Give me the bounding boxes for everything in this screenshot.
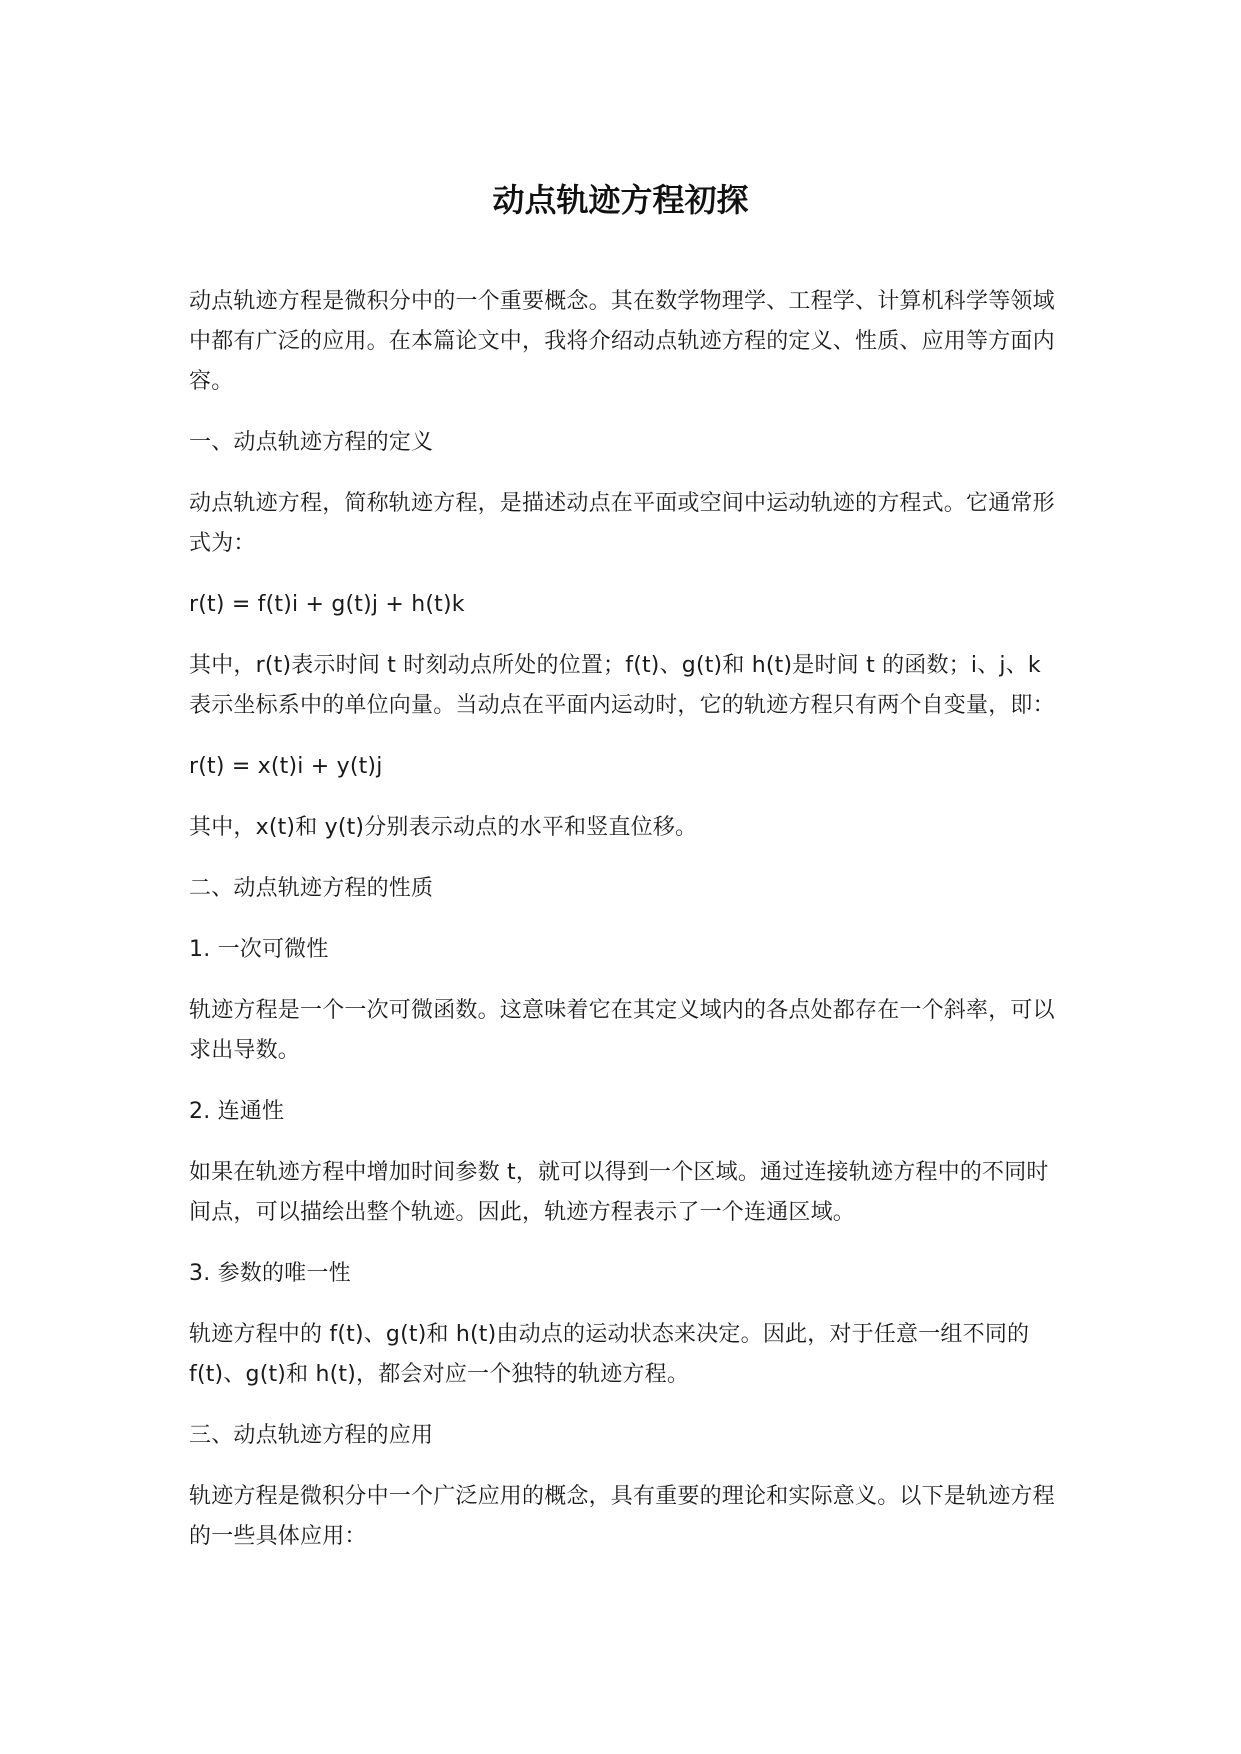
uniqueness-paragraph: 轨迹方程中的 f(t)、g(t)和 h(t)由动点的运动状态来决定。因此，对于任意一组不同的f(t)、g(t)和 h(t)，都会对应一个独特的轨迹方程。	[189, 1322, 1030, 1387]
section-heading-applications: 三、动点轨迹方程的应用	[189, 1423, 434, 1448]
equation-3d: r(t) = f(t)i + g(t)j + h(t)k	[189, 592, 465, 617]
equation-2d-explanation: 其中，x(t)和 y(t)分别表示动点的水平和竖直位移。	[189, 815, 698, 840]
section-heading-properties: 二、动点轨迹方程的性质	[189, 876, 434, 901]
equation-2d: r(t) = x(t)i + y(t)j	[189, 754, 383, 779]
section-heading-definition: 一、动点轨迹方程的定义	[189, 430, 434, 455]
intro-paragraph: 动点轨迹方程是微积分中的一个重要概念。其在数学物理学、工程学、计算机科学等领域中都有广泛的应用。在本篇论文中，我将介绍动点轨迹方程的定义、性质、应用等方面内容。	[189, 289, 1055, 394]
differentiability-paragraph: 轨迹方程是一个一次可微函数。这意味着它在其定义域内的各点处都存在一个斜率，可以求出导数。	[189, 998, 1055, 1063]
subheading-connectedness: 2. 连通性	[189, 1099, 285, 1124]
subheading-differentiability: 1. 一次可微性	[189, 937, 329, 962]
connectedness-paragraph: 如果在轨迹方程中增加时间参数 t，就可以得到一个区域。通过连接轨迹方程中的不同时间点，可以描绘出整个轨迹。因此，轨迹方程表示了一个连通区域。	[189, 1160, 1049, 1225]
definition-paragraph: 动点轨迹方程，简称轨迹方程，是描述动点在平面或空间中运动轨迹的方程式。它通常形式为：	[189, 491, 1055, 556]
definition-explanation-paragraph: 其中，r(t)表示时间 t 时刻动点所处的位置；f(t)、g(t)和 h(t)是时间 t 的函数；i、j、k 表示坐标系中的单位向量。当动点在平面内运动时，它的轨迹方程只有两个自变量，即：	[189, 653, 1055, 718]
document-body	[189, 282, 1061, 1578]
subheading-uniqueness: 3. 参数的唯一性	[189, 1261, 351, 1286]
document-title: 动点轨迹方程初探	[492, 181, 749, 219]
applications-paragraph: 轨迹方程是微积分中一个广泛应用的概念，具有重要的理论和实际意义。以下是轨迹方程的一些具体应用：	[189, 1484, 1055, 1549]
